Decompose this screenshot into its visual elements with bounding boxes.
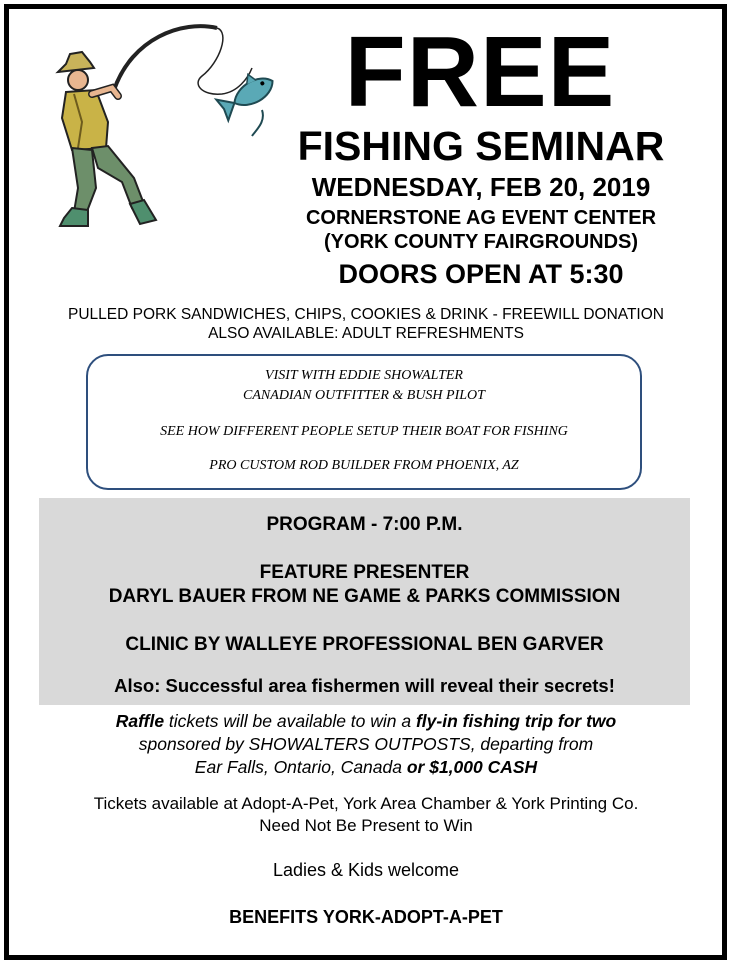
highlight-visit: VISIT WITH EDDIE SHOWALTER <box>265 368 463 383</box>
welcome-note: Ladies & Kids welcome <box>272 860 460 880</box>
venue-location: (YORK COUNTY FAIRGROUNDS) <box>323 231 639 253</box>
raffle-prize: fly-in fishing trip for two <box>415 711 617 731</box>
ticket-locations: Tickets available at Adopt-A-Pet, York Area Chamber & York Printing Co. <box>93 794 639 813</box>
raffle-cash-option: or $1,000 CASH <box>406 757 538 777</box>
benefits-line: BENEFITS YORK-ADOPT-A-PET <box>229 907 503 927</box>
raffle-line-3 <box>14 756 718 778</box>
fisherman-catching-fish-icon <box>52 18 292 233</box>
event-date: WEDNESDAY, FEB 20, 2019 <box>311 172 651 202</box>
feature-presenter-label: FEATURE PRESENTER <box>259 562 470 583</box>
raffle-line-1 <box>14 710 718 732</box>
secrets-note: Also: Successful area fishermen will reveal their secrets! <box>114 675 615 696</box>
raffle-departure: Ear Falls, Ontario, Canada <box>194 757 407 777</box>
refreshments-note: ALSO AVAILABLE: ADULT REFRESHMENTS <box>208 325 524 342</box>
highlight-boat-setup: SEE HOW DIFFERENT PEOPLE SETUP THEIR BOAT FOR FISHING <box>160 424 568 439</box>
venue-name: CORNERSTONE AG EVENT CENTER <box>305 207 657 229</box>
headline-fishing-seminar: FISHING SEMINAR <box>297 123 665 169</box>
highlight-rod-builder: PRO CUSTOM ROD BUILDER FROM PHOENIX, AZ <box>209 458 519 473</box>
highlight-outfitter: CANADIAN OUTFITTER & BUSH PILOT <box>243 388 485 403</box>
food-offer: PULLED PORK SANDWICHES, CHIPS, COOKIES & DRINK - FREEWILL DONATION <box>68 306 664 323</box>
clinic-info: CLINIC BY WALLEYE PROFESSIONAL BEN GARVER <box>125 634 604 655</box>
need-not-be-present: Need Not Be Present to Win <box>259 816 473 835</box>
program-time: PROGRAM - 7:00 P.M. <box>266 514 463 535</box>
raffle-word: Raffle <box>115 711 165 731</box>
highlights-box <box>86 354 642 490</box>
headline-free: FREE <box>344 16 616 128</box>
raffle-text: tickets will be available to win a <box>164 711 416 731</box>
program-panel <box>39 498 690 705</box>
doors-open-time: DOORS OPEN AT 5:30 <box>338 259 624 289</box>
raffle-sponsor: sponsored by SHOWALTERS OUTPOSTS, departing from <box>138 734 594 754</box>
feature-presenter-name: DARYL BAUER FROM NE GAME & PARKS COMMISSION <box>108 586 621 607</box>
